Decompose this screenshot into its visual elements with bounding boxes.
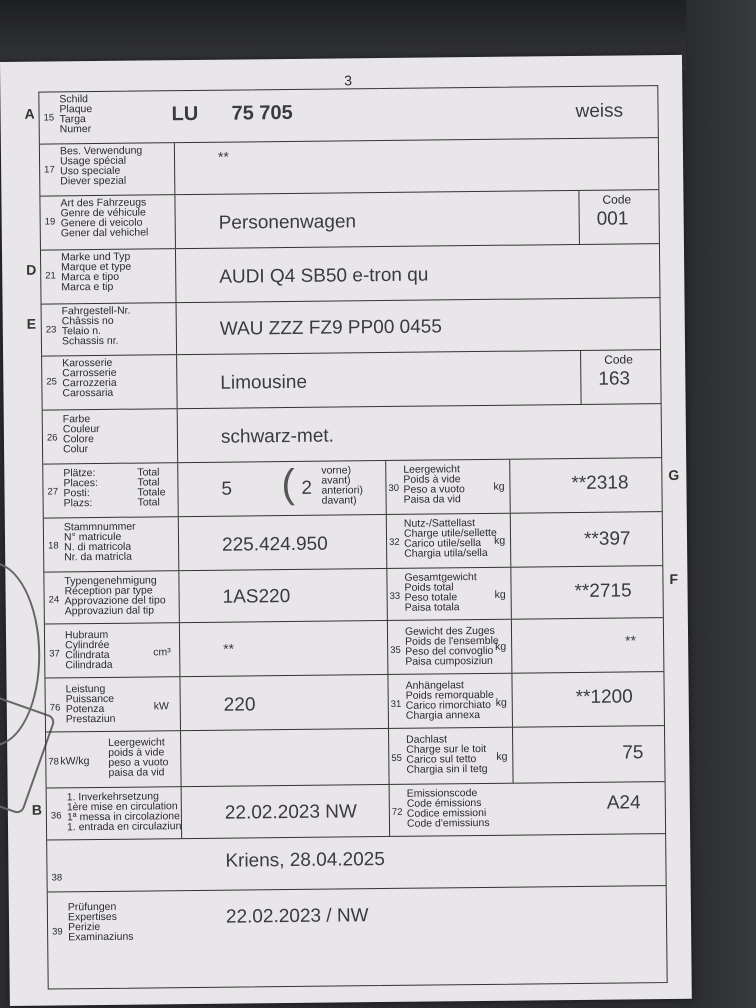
unit: cm³ [153, 646, 171, 659]
side-letter-b: B [31, 801, 43, 818]
row-body [42, 350, 661, 410]
field-code: 38 [51, 872, 63, 884]
unit: kg [495, 640, 507, 653]
code-label: Code [604, 352, 633, 367]
place-date-value: Kriens, 28.04.2025 [225, 849, 385, 872]
field-labels: Bes. Verwendung Usage spécial Uso speciale Diever spezial [59, 144, 143, 188]
type-approval-value: 1AS220 [222, 585, 291, 608]
unit: kW/kg [60, 755, 90, 768]
field-labels: Leergewicht poids à vide peso a vuoto paisa da vid [108, 736, 169, 779]
seats-value: 5 [221, 478, 233, 500]
page-number: 3 [344, 72, 353, 89]
field-code: 27 [47, 486, 59, 498]
field-labels: Karosserie Carrosserie Carrozzeria Carossaria [62, 356, 117, 400]
field-code: 24 [48, 594, 60, 606]
unit: kg [496, 750, 508, 763]
empty-weight-value: **2318 [571, 472, 629, 495]
row-inspections [48, 886, 667, 988]
field-code: 23 [45, 324, 57, 336]
row-place-date [47, 834, 666, 892]
field-labels: Stammnummer N° matricule N. di matricola Nr. da matricla [63, 520, 136, 564]
field-labels: Prüfungen Expertises Perizie Examinaziuns [67, 900, 134, 944]
code-label: Code [602, 192, 632, 207]
brace-left: ( [281, 461, 295, 507]
power-value: 220 [223, 694, 256, 716]
row-displacement-train [45, 618, 664, 678]
first-registration-value: 22.02.2023 NW [224, 801, 358, 824]
row-seats-weight [43, 458, 662, 518]
row-chassis [42, 298, 661, 356]
field-code: 26 [46, 432, 58, 444]
inspections-value: 22.02.2023 / NW [225, 905, 369, 928]
field-code: 72 [391, 806, 403, 818]
field-code: 25 [46, 376, 57, 388]
row-vehicle-type [40, 190, 659, 250]
row-approval-total [44, 566, 663, 624]
field-code: 15 [43, 112, 55, 124]
field-labels: Hubraum Cylindrée Cilindrata Cilindrada [64, 628, 113, 672]
field-code: 37 [49, 648, 60, 660]
row-registration-emission [47, 782, 666, 840]
field-code: 76 [49, 702, 61, 714]
field-labels: Farbe Couleur Colore Colur [62, 413, 100, 456]
field-labels: Marke und Typ Marque et type Marca e tipo Marca e tip [60, 250, 132, 294]
field-code: 55 [391, 752, 402, 764]
color-value: schwarz-met. [220, 425, 335, 448]
background-right [686, 0, 756, 1008]
registration-document [0, 55, 692, 1006]
seat-totals: Total Total Totale Total [137, 466, 166, 509]
unit: kg [494, 588, 506, 601]
field-code: 39 [52, 926, 63, 938]
usage-value: ** [217, 148, 229, 165]
field-code: 33 [389, 590, 401, 602]
field-labels: Gesamtgewicht Poids total Peso totale Paisa totala [404, 571, 477, 614]
field-labels: Plätze: Places: Posti: Plazs: [63, 467, 98, 510]
chassis-value: WAU ZZZ FZ9 PP00 0455 [219, 316, 443, 340]
row-serial-payload [44, 512, 663, 572]
plate-color: weiss [575, 100, 624, 122]
total-weight-value: **2715 [574, 580, 632, 603]
side-letter-g: G [668, 466, 680, 484]
field-labels: Emissionscode Code émissions Codice emissioni Code d'emissiuns [406, 787, 490, 830]
side-letter-f: F [669, 570, 679, 588]
field-labels: Fahrgestell-Nr. Châssis no Telaio n. Schassis nr. [61, 304, 131, 348]
front-seats-value: 2 [301, 477, 313, 499]
emission-value: A24 [606, 792, 641, 814]
field-code: 30 [388, 482, 400, 494]
vehicle-type-code: 001 [596, 208, 629, 230]
field-labels: 1. Inverkehrsetzung 1ère mise en circulation 1ª messa in circolazione 1. entrada en circulaziun [66, 790, 182, 834]
body-value: Limousine [220, 371, 308, 394]
row-color [43, 404, 662, 464]
unit: kg [493, 480, 505, 493]
front-labels: vorne) avant) anteriori) davant) [321, 464, 364, 507]
payload-value: **397 [583, 528, 631, 550]
field-labels: Art des Fahrzeugs Genre de véhicule Genere di veicolo Gener dal vehichel [60, 196, 149, 240]
vehicle-type-value: Personenwagen [218, 211, 357, 234]
field-labels: Nutz-/Sattellast Charge utile/sellette Carico utile/sella Chargia utila/sella [403, 517, 497, 560]
field-code: 35 [390, 644, 401, 656]
field-labels: Leergewicht Poids à vide Peso a vuoto Paisa da vid [403, 463, 465, 506]
unit: kg [495, 696, 507, 709]
field-code: 78 [48, 756, 59, 768]
field-labels: Leistung Puissance Potenza Prestaziun [65, 682, 116, 726]
plate-number: 75 705 [231, 101, 293, 125]
field-labels: Anhängelast Poids remorquable Carico rimorchiato Chargia annexa [405, 679, 494, 722]
displacement-value: ** [223, 640, 235, 657]
field-code: 31 [390, 698, 402, 710]
row-make [41, 244, 660, 304]
side-letter-d: D [26, 261, 37, 278]
row-power-trailer [45, 672, 664, 732]
field-labels: Schild Plaque Targa Numer [59, 93, 93, 136]
serial-value: 225.424.950 [221, 533, 328, 556]
row-powerweight-roof [46, 726, 665, 788]
unit: kg [493, 534, 506, 547]
side-letter-e: E [26, 315, 37, 332]
side-letter-a: A [24, 105, 35, 122]
make-value: AUDI Q4 SB50 e-tron qu [219, 264, 429, 288]
trailer-load-value: **1200 [575, 686, 633, 709]
field-code: 18 [48, 540, 59, 552]
body-code: 163 [598, 368, 631, 390]
field-labels: Typengenehmigung Réception par type Approvazione del tipo Approvaziun dal tip [64, 574, 166, 618]
unit: kW [153, 700, 169, 713]
field-code: 32 [388, 536, 400, 548]
field-labels: Gewicht des Zuges Poids de l'ensemble Peso del convoglio Paisa cumposiziun [404, 624, 499, 668]
field-code: 17 [44, 164, 55, 176]
data-table [38, 85, 667, 989]
plate-canton: LU [171, 102, 199, 126]
field-code: 21 [45, 270, 56, 282]
field-labels: Dachlast Charge sur le toit Carico sul tetto Chargia sin il tetg [406, 733, 488, 776]
row-plate [39, 86, 658, 144]
train-weight-value: ** [625, 632, 637, 649]
roof-load-value: 75 [622, 742, 644, 764]
row-usage [40, 138, 659, 196]
field-code: 19 [44, 216, 56, 228]
field-code: 36 [50, 810, 62, 822]
